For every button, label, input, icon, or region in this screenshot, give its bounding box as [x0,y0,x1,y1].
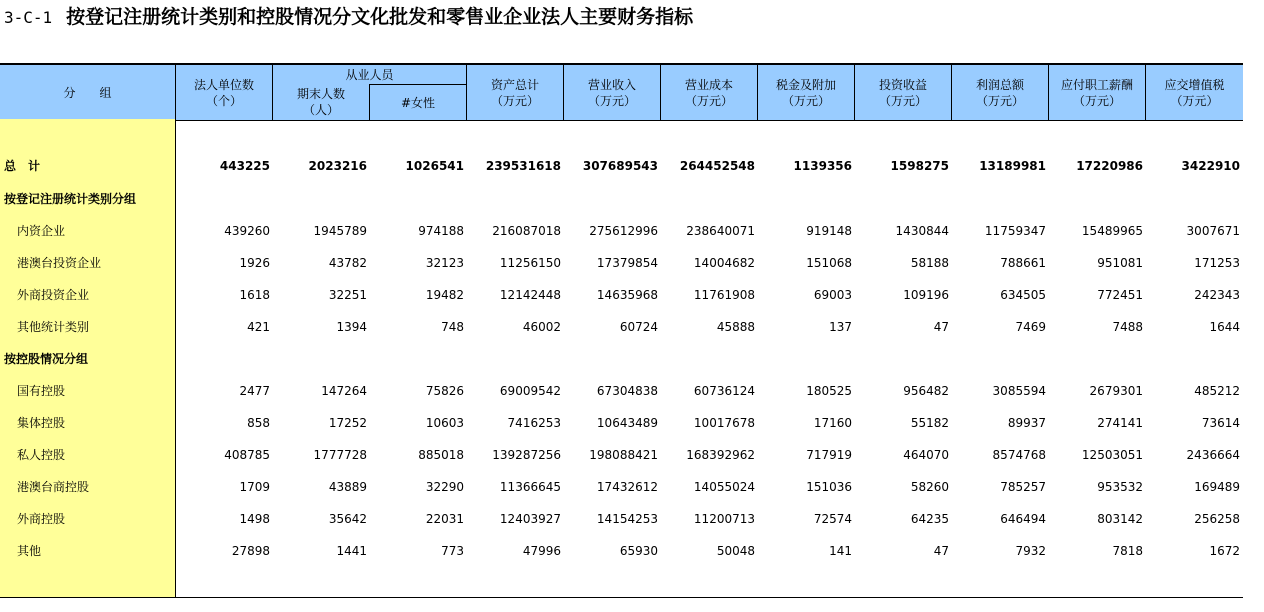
table-cell: 216087018 [492,224,561,238]
header-col-female [369,84,466,120]
table-cell: 141 [829,544,852,558]
table-cell: 198088421 [589,448,658,462]
table-cell: 50048 [716,544,755,558]
table-cell: 772451 [1097,288,1143,302]
table-cell: 919148 [806,224,852,238]
header-label: 应交增值税 [1164,77,1225,92]
header-label: 应付职工薪酬 [1060,77,1133,92]
header-col-employees [272,65,466,84]
row-label: 其他统计类别 [17,320,90,334]
table-cell: 32123 [425,256,464,270]
table-cell: 60736124 [693,384,755,398]
table-cell: 1598275 [890,159,949,173]
table-cell: 3007671 [1186,224,1240,238]
header-unit: （人） [302,103,339,117]
table-cell: 58260 [910,480,949,494]
header-col-cost [660,65,757,120]
table-cell: 47 [933,544,949,558]
table-row [0,541,1243,561]
table-cell: 19482 [425,288,464,302]
table-cell: 1430844 [895,224,949,238]
table-cell: 275612996 [589,224,658,238]
row-label: 按控股情况分组 [4,352,89,366]
header-col-profit [951,65,1048,120]
table-cell: 14154253 [596,512,658,526]
table-header [0,63,1243,121]
table-cell: 43782 [328,256,367,270]
table-cell: 256258 [1194,512,1240,526]
table-cell: 443225 [219,159,270,173]
table-bottom-border [0,597,1243,598]
table-cell: 72574 [813,512,852,526]
table-cell: 11366645 [499,480,561,494]
row-label: 国有控股 [17,384,66,398]
section-row [0,189,1243,209]
table-cell: 485212 [1194,384,1240,398]
table-cell: 109196 [903,288,949,302]
table-cell: 748 [441,320,464,334]
table-cell: 10603 [425,416,464,430]
table-cell: 1026541 [405,159,464,173]
table-cell: 45888 [716,320,755,334]
header-group-label: 分 组 [63,85,112,100]
header-label: 投资收益 [878,77,927,92]
table-cell: 171253 [1194,256,1240,270]
table-title: 按登记注册统计类别和控股情况分文化批发和零售业企业法人主要财务指标 [66,6,694,28]
table-cell: 43889 [328,480,367,494]
table-row [0,477,1243,497]
row-label: 总 计 [4,159,41,173]
table-cell: 788661 [1000,256,1046,270]
table-cell: 773 [441,544,464,558]
row-label: 外商控股 [17,512,66,526]
header-col-vat [1145,65,1243,120]
table-cell: 11759347 [984,224,1046,238]
table-cell: 47996 [522,544,561,558]
table-cell: 858 [247,416,270,430]
table-cell: 12142448 [499,288,561,302]
table-cell: 35642 [328,512,367,526]
total-row [0,156,1243,176]
header-unit: （万元） [975,93,1024,108]
header-col-tax [757,65,854,120]
header-label: 期末人数 [296,87,345,101]
table-cell: 60724 [619,320,658,334]
table-cell: 242343 [1194,288,1240,302]
table-cell: 1777728 [313,448,367,462]
header-unit: （万元） [1072,93,1121,108]
header-col-investment [854,65,951,120]
header-col-revenue [563,65,660,120]
table-cell: 69003 [813,288,852,302]
header-unit: （万元） [490,93,539,108]
header-label: 利润总额 [975,77,1024,92]
table-cell: 10017678 [693,416,755,430]
table-cell: 785257 [1000,480,1046,494]
header-col-payroll [1048,65,1145,120]
table-cell: 65930 [619,544,658,558]
table-cell: 46002 [522,320,561,334]
header-label: 法人单位数 [193,77,254,92]
table-cell: 69009542 [499,384,561,398]
table-cell: 634505 [1000,288,1046,302]
table-cell: 464070 [903,448,949,462]
table-cell: 1394 [336,320,367,334]
row-label: 内资企业 [17,224,66,238]
section-row [0,349,1243,369]
table-row [0,413,1243,433]
header-col-assets [466,65,563,120]
table-cell: 67304838 [596,384,658,398]
table-cell: 47 [933,320,949,334]
table-cell: 3085594 [992,384,1046,398]
row-label: 港澳台商控股 [17,480,90,494]
table-cell: 14004682 [693,256,755,270]
table-cell: 137 [829,320,852,334]
table-cell: 17379854 [596,256,658,270]
table-cell: 2477 [239,384,270,398]
table-cell: 7932 [1015,544,1046,558]
header-unit: （万元） [878,93,927,108]
header-label: 资产总计 [490,77,539,92]
header-unit: （万元） [1170,93,1219,108]
table-cell: 180525 [806,384,852,398]
table-cell: 439260 [224,224,270,238]
table-row [0,317,1243,337]
page-title [4,4,693,31]
table-cell: 274141 [1097,416,1143,430]
table-cell: 717919 [806,448,852,462]
table-cell: 3422910 [1181,159,1240,173]
table-cell: 2023216 [308,159,367,173]
table-cell: 168392962 [686,448,755,462]
header-unit: （万元） [781,93,830,108]
table-cell: 17160 [813,416,852,430]
row-label: 外商投资企业 [17,288,90,302]
table-cell: 15489965 [1081,224,1143,238]
header-col-employees-total [272,84,369,120]
table-cell: 2436664 [1186,448,1240,462]
header-label: #女性 [400,96,436,110]
table-cell: 885018 [418,448,464,462]
table-cell: 2679301 [1089,384,1143,398]
row-label: 港澳台投资企业 [17,256,102,270]
table-cell: 32290 [425,480,464,494]
table-cell: 1945789 [313,224,367,238]
table-cell: 169489 [1194,480,1240,494]
table-cell: 1441 [336,544,367,558]
table-cell: 14635968 [596,288,658,302]
table-cell: 27898 [231,544,270,558]
table-row [0,509,1243,529]
table-cell: 1672 [1209,544,1240,558]
table-cell: 151036 [806,480,852,494]
table-cell: 8574768 [992,448,1046,462]
table-cell: 646494 [1000,512,1046,526]
table-cell: 264452548 [679,159,755,173]
header-unit: （万元） [587,93,636,108]
table-cell: 11256150 [499,256,561,270]
table-cell: 1709 [239,480,270,494]
table-cell: 1926 [239,256,270,270]
table-cell: 89937 [1007,416,1046,430]
table-cell: 17220986 [1076,159,1143,173]
table-cell: 956482 [903,384,949,398]
header-label: 营业成本 [684,77,733,92]
table-cell: 7488 [1112,320,1143,334]
table-cell: 58188 [910,256,949,270]
table-cell: 974188 [418,224,464,238]
table-cell: 7818 [1112,544,1143,558]
table-cell: 12403927 [499,512,561,526]
table-cell: 64235 [910,512,949,526]
table-cell: 408785 [224,448,270,462]
table-row [0,253,1243,273]
table-cell: 1498 [239,512,270,526]
table-cell: 953532 [1097,480,1143,494]
table-cell: 803142 [1097,512,1143,526]
row-label: 集体控股 [17,416,66,430]
header-group [0,65,175,120]
table-cell: 7416253 [507,416,561,430]
table-cell: 22031 [425,512,464,526]
table-cell: 139287256 [492,448,561,462]
table-cell: 307689543 [582,159,658,173]
header-label: 税金及附加 [775,77,836,92]
table-cell: 17252 [328,416,367,430]
header-label: 营业收入 [587,77,636,92]
table-cell: 14055024 [693,480,755,494]
table-cell: 11200713 [693,512,755,526]
header-col-units [175,65,272,120]
table-cell: 238640071 [686,224,755,238]
table-code: 3-C-1 [4,8,53,27]
row-label: 私人控股 [17,448,66,462]
header-unit: （万元） [684,93,733,108]
table-cell: 1618 [239,288,270,302]
header-label: 从业人员 [345,68,394,82]
table-row [0,285,1243,305]
table-row [0,445,1243,465]
table-cell: 75826 [425,384,464,398]
table-cell: 951081 [1097,256,1143,270]
table-cell: 17432612 [596,480,658,494]
table-cell: 151068 [806,256,852,270]
table-cell: 13189981 [979,159,1046,173]
table-cell: 421 [247,320,270,334]
table-cell: 10643489 [596,416,658,430]
table-cell: 73614 [1201,416,1240,430]
row-label: 其他 [17,544,42,558]
table-cell: 7469 [1015,320,1046,334]
table-cell: 1644 [1209,320,1240,334]
table-cell: 1139356 [793,159,852,173]
table-cell: 12503051 [1081,448,1143,462]
table-cell: 55182 [910,416,949,430]
row-label: 按登记注册统计类别分组 [4,192,137,206]
table-cell: 11761908 [693,288,755,302]
table-cell: 239531618 [485,159,561,173]
header-unit: （个） [205,93,242,108]
table-cell: 147264 [321,384,367,398]
table-cell: 32251 [328,288,367,302]
table-row [0,381,1243,401]
table-row [0,221,1243,241]
